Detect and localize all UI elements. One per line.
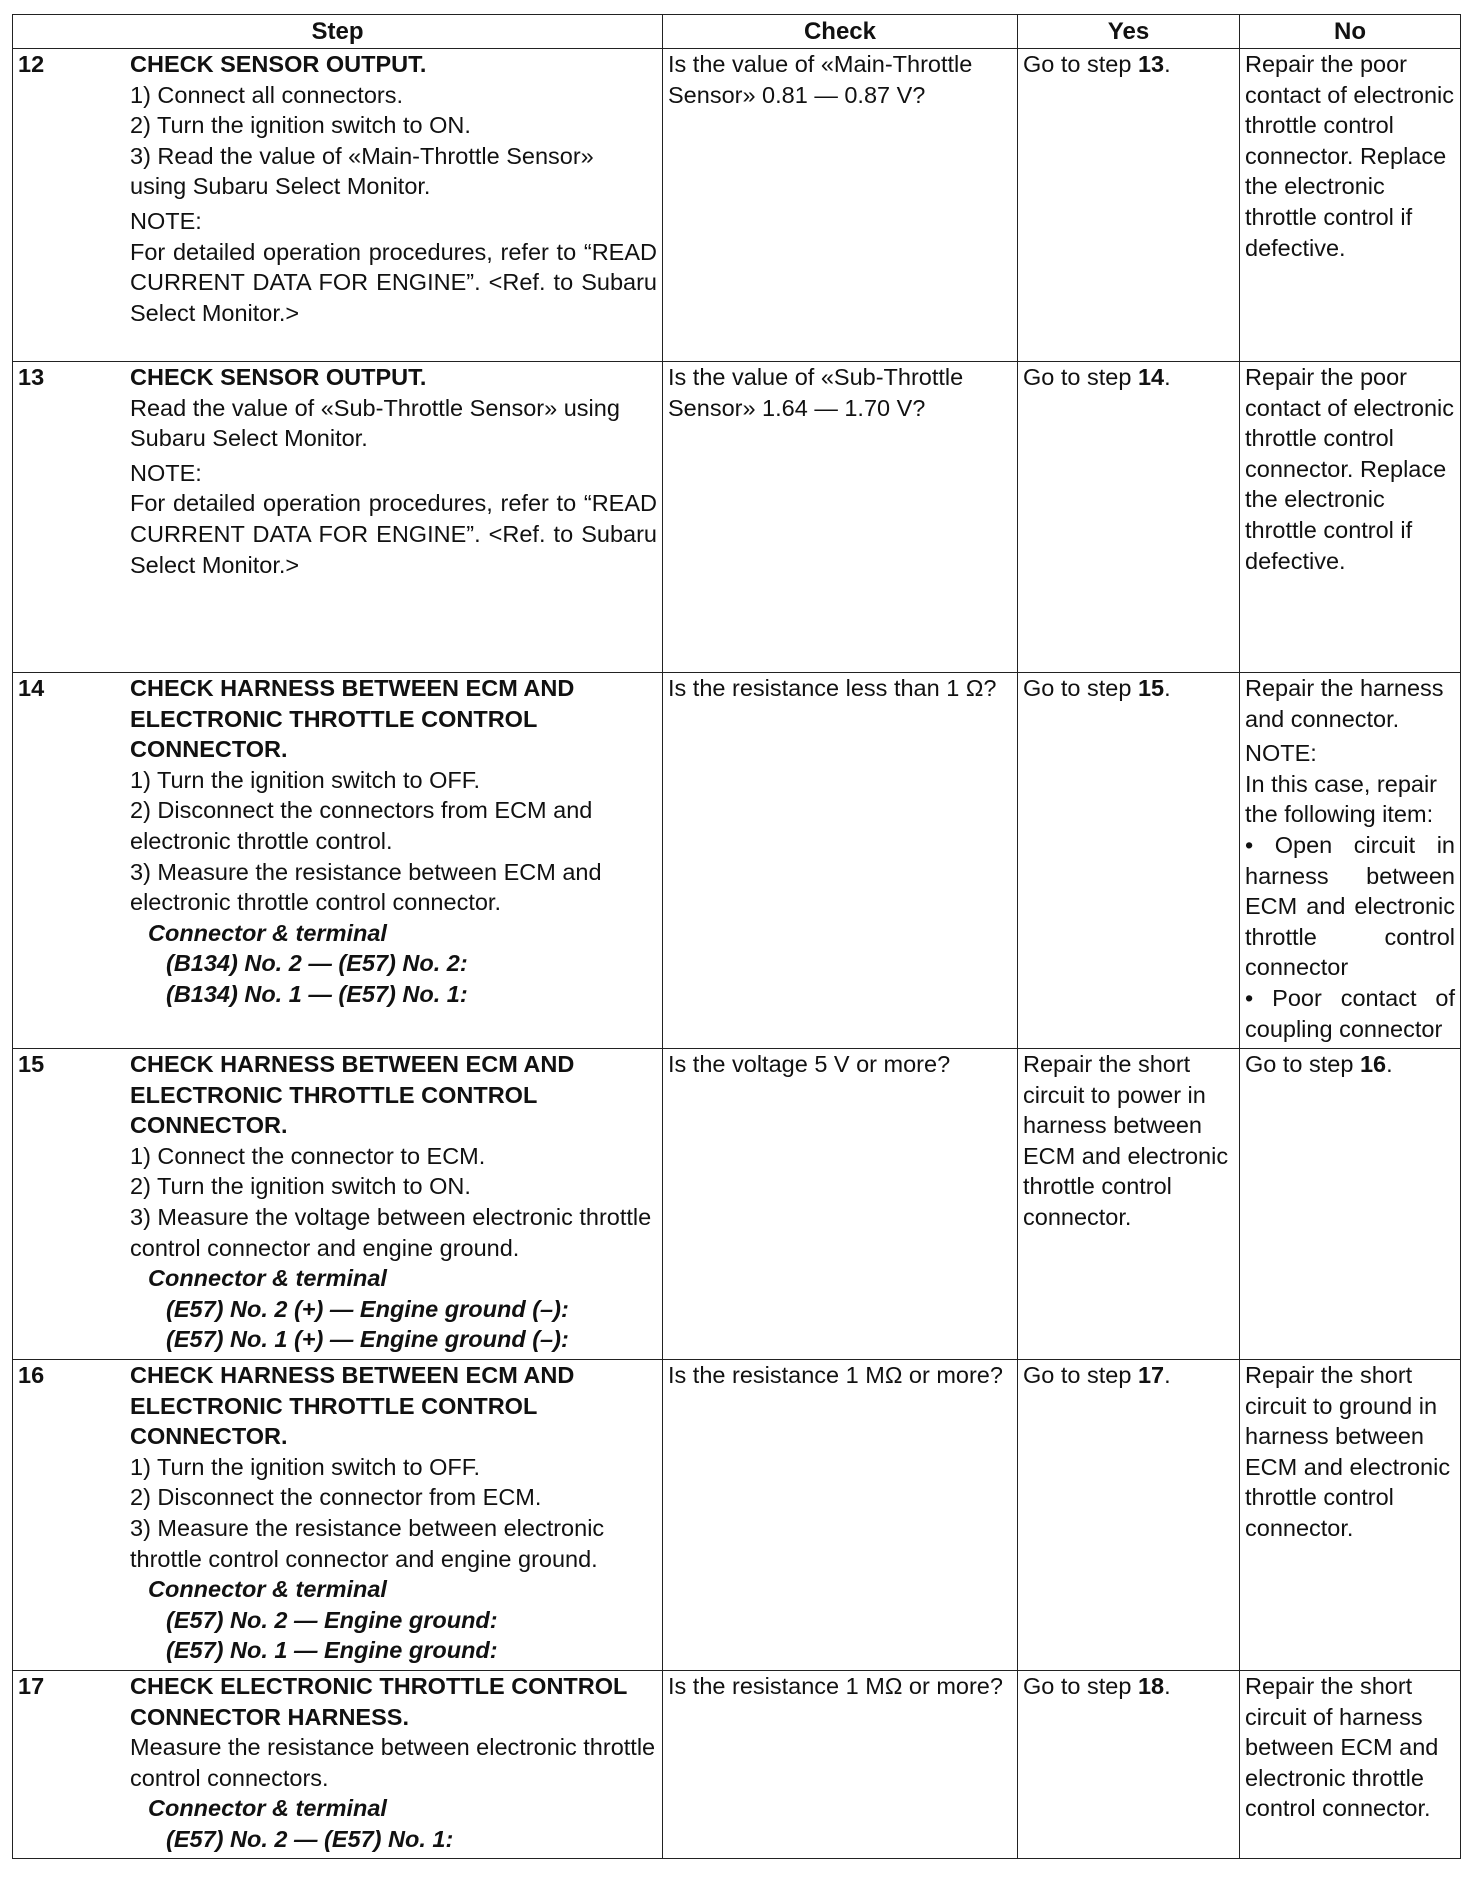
yes-step-link[interactable]: 18 xyxy=(1137,1673,1165,1699)
header-yes: Yes xyxy=(1018,15,1240,49)
table-row xyxy=(13,362,1461,673)
yes-text: Go to step xyxy=(1023,364,1138,390)
step-line: 1) Connect the connector to ECM. xyxy=(130,1142,486,1169)
no-step-link[interactable]: 16 xyxy=(1359,1051,1387,1077)
step-line: Measure the resistance between electronic throttle control connectors. xyxy=(130,1734,656,1791)
check-cell: Is the value of «Sub-Throttle Sensor» 1.64 — 1.70 V? xyxy=(663,362,1018,673)
yes-end: . xyxy=(1164,675,1171,701)
check-cell: Is the voltage 5 V or more? xyxy=(663,1049,1018,1360)
terminal-pair: (B134) No. 1 — (E57) No. 1: xyxy=(166,980,468,1007)
check-cell: Is the resistance 1 MΩ or more? xyxy=(663,1360,1018,1671)
step-number: 17 xyxy=(18,1673,45,1699)
step-title: CHECK HARNESS BETWEEN ECM AND ELECTRONIC THROTTLE CONTROL CONNECTOR. xyxy=(130,1362,575,1450)
step-title: CHECK SENSOR OUTPUT. xyxy=(130,364,427,390)
step-procedure xyxy=(130,1360,657,1666)
step-line: 3) Read the value of «Main-Throttle Sensor» xyxy=(130,142,594,169)
no-text: Go to step xyxy=(1245,1051,1360,1077)
step-procedure xyxy=(130,362,657,580)
yes-cell xyxy=(1018,1671,1240,1859)
note-label: NOTE: xyxy=(130,459,202,486)
step-line: 3) Measure the resistance between ECM and electronic throttle control connector. xyxy=(130,858,602,916)
header-no: No xyxy=(1240,15,1461,49)
connector-label: Connector & terminal xyxy=(148,919,387,946)
yes-text: Go to step xyxy=(1023,1362,1138,1388)
no-text: Repair the harness and connector. xyxy=(1245,675,1444,732)
table-row xyxy=(13,673,1461,1049)
terminal-pair: (E57) No. 2 (+) — Engine ground (–): xyxy=(166,1295,569,1322)
step-line: 2) Turn the ignition switch to ON. xyxy=(130,112,471,139)
yes-end: . xyxy=(1164,1673,1171,1699)
yes-text: Go to step xyxy=(1023,51,1138,77)
yes-text: Go to step xyxy=(1023,1673,1138,1699)
yes-cell xyxy=(1018,362,1240,673)
step-line: 1) Turn the ignition switch to OFF. xyxy=(130,1453,481,1480)
header-row xyxy=(13,15,1461,49)
no-cell: Repair the short circuit of harness between ECM and electronic throttle control connector. xyxy=(1240,1671,1461,1859)
yes-step-link[interactable]: 15 xyxy=(1137,675,1165,701)
step-line: 2) Turn the ignition switch to ON. xyxy=(130,1173,471,1200)
step-title: CHECK HARNESS BETWEEN ECM AND ELECTRONIC THROTTLE CONTROL CONNECTOR. xyxy=(130,1051,575,1139)
step-line: 2) Disconnect the connector from ECM. xyxy=(130,1484,542,1511)
no-bullet: • Poor contact of coupling connector xyxy=(1245,984,1455,1042)
step-number: 13 xyxy=(18,364,45,390)
connector-label: Connector & terminal xyxy=(148,1265,387,1292)
step-line: 3) Measure the resistance between electronic throttle control connector and engine ground. xyxy=(130,1514,605,1572)
connector-label: Connector & terminal xyxy=(148,1576,387,1603)
terminal-pair: (E57) No. 2 — Engine ground: xyxy=(166,1606,498,1633)
step-title: CHECK HARNESS BETWEEN ECM AND ELECTRONIC THROTTLE CONTROL CONNECTOR. xyxy=(130,675,575,763)
yes-cell xyxy=(1018,1360,1240,1671)
step-cell xyxy=(13,1049,663,1360)
step-line: 1) Connect all connectors. xyxy=(130,81,404,108)
yes-end: . xyxy=(1164,51,1171,77)
step-number: 15 xyxy=(18,1051,45,1077)
yes-step-link[interactable]: 13 xyxy=(1137,51,1165,77)
no-cell: Repair the short circuit to ground in harness between ECM and electronic throttle control connector. xyxy=(1240,1360,1461,1671)
step-procedure xyxy=(130,1049,657,1355)
step-cell xyxy=(13,362,663,673)
yes-text: Go to step xyxy=(1023,675,1138,701)
step-cell xyxy=(13,1360,663,1671)
step-cell xyxy=(13,1671,663,1859)
yes-end: . xyxy=(1164,364,1171,390)
header-check: Check xyxy=(663,15,1018,49)
no-cell: Repair the poor contact of electronic throttle control connector. Replace the electronic throttle control if defective. xyxy=(1240,49,1461,362)
step-procedure xyxy=(130,49,657,328)
no-note-text: In this case, repair the following item: xyxy=(1245,770,1438,828)
yes-step-link[interactable]: 17 xyxy=(1137,1362,1165,1388)
check-cell: Is the value of «Main-Throttle Sensor» 0.81 — 0.87 V? xyxy=(663,49,1018,362)
no-note-label: NOTE: xyxy=(1245,740,1317,767)
table-row xyxy=(13,1360,1461,1671)
header-step: Step xyxy=(13,15,663,49)
step-line: 2) Disconnect the connectors from ECM and electronic throttle control. xyxy=(130,797,593,854)
yes-end: . xyxy=(1164,1362,1171,1388)
step-number: 16 xyxy=(18,1362,45,1388)
step-line: 3) Measure the voltage between electronic throttle control connector and engine ground. xyxy=(130,1203,652,1261)
step-cell xyxy=(13,49,663,362)
step-number: 12 xyxy=(18,51,45,77)
check-cell: Is the resistance less than 1 Ω? xyxy=(663,673,1018,1049)
note-text: For detailed operation procedures, refer to “READ CURRENT DATA FOR ENGINE”. <Ref. to Subaru Select Monitor.> xyxy=(130,238,657,326)
step-procedure xyxy=(130,673,657,1010)
no-end: . xyxy=(1386,1051,1393,1077)
terminal-pair: (E57) No. 2 — (E57) No. 1: xyxy=(166,1825,454,1852)
step-line: using Subaru Select Monitor. xyxy=(130,173,431,200)
yes-cell xyxy=(1018,673,1240,1049)
diagnostic-table xyxy=(12,14,1461,1859)
terminal-pair: (E57) No. 1 — Engine ground: xyxy=(166,1637,498,1664)
no-bullet: • Open circuit in harness between ECM and electronic throttle control connector xyxy=(1245,831,1455,981)
step-title: CHECK SENSOR OUTPUT. xyxy=(130,51,427,77)
step-line: 1) Turn the ignition switch to OFF. xyxy=(130,766,481,793)
yes-cell: Repair the short circuit to power in harness between ECM and electronic throttle control connector. xyxy=(1018,1049,1240,1360)
no-cell xyxy=(1240,673,1461,1049)
check-cell: Is the resistance 1 MΩ or more? xyxy=(663,1671,1018,1859)
step-title: CHECK ELECTRONIC THROTTLE CONTROL CONNECTOR HARNESS. xyxy=(130,1673,627,1730)
step-number: 14 xyxy=(18,675,45,701)
yes-step-link[interactable]: 14 xyxy=(1137,364,1165,390)
note-label: NOTE: xyxy=(130,207,202,234)
step-line: Read the value of «Sub-Throttle Sensor» using Subaru Select Monitor. xyxy=(130,394,620,452)
yes-cell xyxy=(1018,49,1240,362)
step-cell xyxy=(13,673,663,1049)
table-row xyxy=(13,1671,1461,1859)
terminal-pair: (B134) No. 2 — (E57) No. 2: xyxy=(166,950,468,977)
no-cell: Repair the poor contact of electronic throttle control connector. Replace the electronic throttle control if defective. xyxy=(1240,362,1461,673)
table-row xyxy=(13,1049,1461,1360)
connector-label: Connector & terminal xyxy=(148,1795,387,1822)
step-procedure xyxy=(130,1671,657,1855)
note-text: For detailed operation procedures, refer to “READ CURRENT DATA FOR ENGINE”. <Ref. to Subaru Select Monitor.> xyxy=(130,490,657,578)
terminal-pair: (E57) No. 1 (+) — Engine ground (–): xyxy=(166,1326,569,1353)
table-row xyxy=(13,49,1461,362)
no-cell xyxy=(1240,1049,1461,1360)
